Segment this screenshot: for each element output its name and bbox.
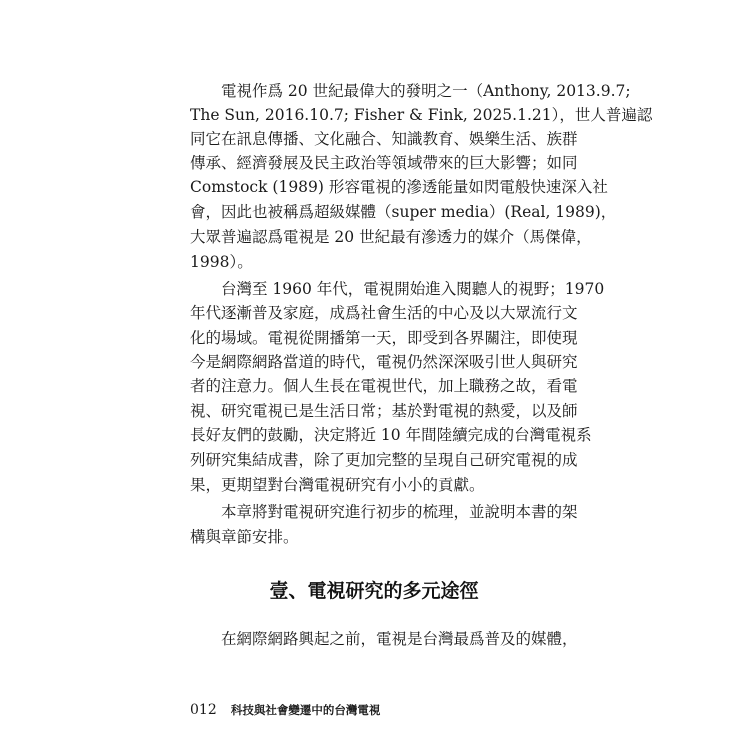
paragraph-1-line-6: 會，因此也被稱爲超級媒體（super media）(Real, 1989)， [190, 203, 617, 221]
paragraph-2-line-6: 視、研究電視已是生活日常；基於對電視的熱愛，以及師 [190, 402, 578, 420]
paragraph-2-line-8: 列研究集結成書，除了更加完整的呈現自己研究電視的成 [190, 451, 578, 469]
paragraph-3-line-2: 構與章節安排。 [190, 528, 299, 546]
paragraph-2-line-2: 年代逐漸普及家庭，成爲社會生活的中心及以大眾流行文 [190, 304, 578, 322]
paragraph-1-line-3: 同它在訊息傳播、文化融合、知識教育、娛樂生活、族群 [190, 130, 578, 148]
paragraph-2-line-1: 台灣至 1960 年代，電視開始進入閱聽人的視野；1970 [221, 280, 605, 298]
paragraph-3-line-1: 本章將對電視研究進行初步的梳理，並說明本書的架 [221, 503, 578, 521]
paragraph-1-line-4: 傳承、經濟發展及民主政治等領域帶來的巨大影響；如同 [190, 154, 578, 172]
paragraph-1-line-5: Comstock (1989) 形容電視的滲透能量如閃電般快速深入社 [190, 178, 608, 196]
section-heading: 壹、電視研究的多元途徑 [269, 580, 479, 602]
paragraph-1-line-2: The Sun, 2016.10.7; Fisher & Fink, 2025.1.21），世人普遍認 [190, 106, 653, 124]
paragraph-1-line-7: 大眾普遍認爲電視是 20 世紀最有滲透力的媒介（馬傑偉， [190, 228, 592, 246]
running-book-title: 科技與社會變遷中的台灣電視 [230, 703, 381, 717]
page-number: 012 [190, 702, 217, 718]
paragraph-1-line-1: 電視作爲 20 世紀最偉大的發明之一（Anthony, 2013.9.7; [221, 82, 631, 100]
paragraph-2-line-3: 化的場域。電視從開播第一天，即受到各界關注，即使現 [190, 329, 578, 347]
paragraph-2-line-7: 長好友們的鼓勵，決定將近 10 年間陸續完成的台灣電視系 [190, 426, 592, 444]
paragraph-2-line-9: 果，更期望對台灣電視研究有小小的貢獻。 [190, 476, 485, 494]
page-footer [190, 701, 380, 720]
closing-line: 在網際網路興起之前，電視是台灣最爲普及的媒體， [221, 630, 578, 648]
paragraph-2-line-5: 者的注意力。個人生長在電視世代，加上職務之故，看電 [190, 377, 578, 395]
paragraph-2-line-4: 今是網際網路當道的時代，電視仍然深深吸引世人與研究 [190, 353, 578, 371]
paragraph-1-line-8: 1998）。 [190, 253, 253, 271]
